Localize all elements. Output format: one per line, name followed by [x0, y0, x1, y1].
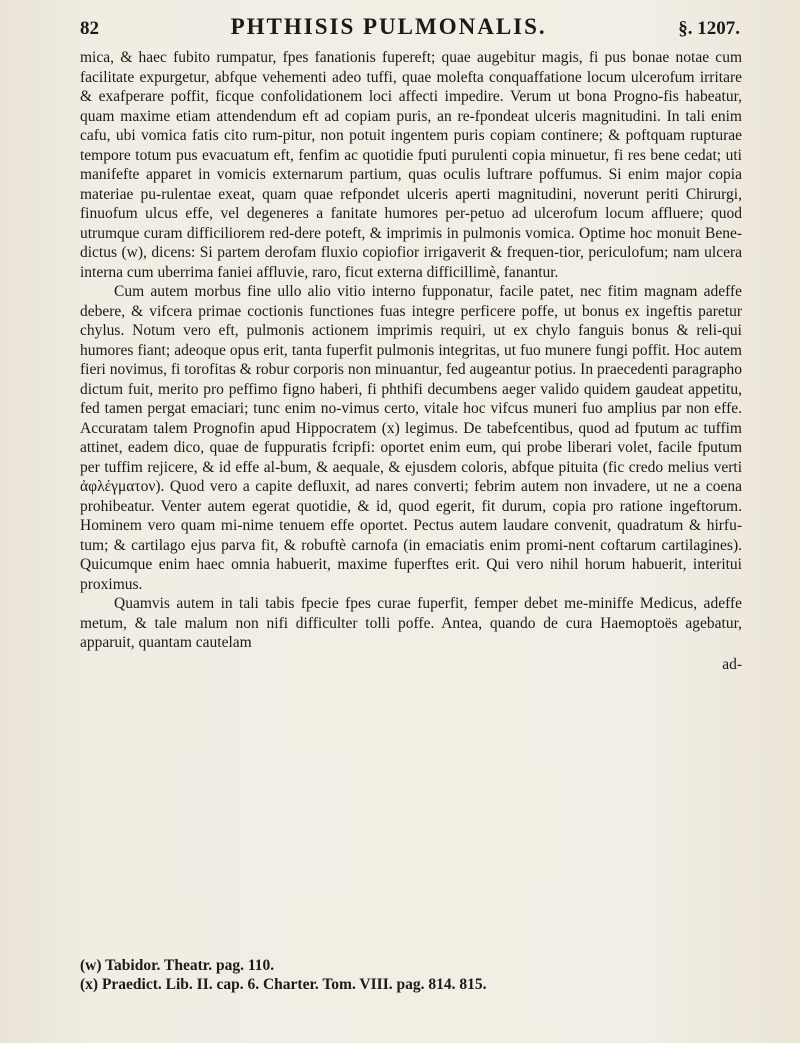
paragraph: Quamvis autem in tali tabis fpecie fpes curae fuperfit, femper debet me-miniffe Medicus, adeffe metum, & tale malum non nifi difficulter tolli poffe. Antea, quando de cura Haemoptoës agebatur, apparuit, quantam cautelam — [80, 595, 742, 651]
paragraph: mica, & haec fubito rumpatur, fpes fanationis fupereft; quae augebitur magis, fi pus bonae notae cum facilitate expurgetur, abfque vehementi adeo tuffi, quae molefta conquaffatione locum ulcerofum irritare & exafperare poffit, ficque confolidationem loci affecti impedire. Verum ut bona Progno-fis habeatur, quam maxime etiam attendendum eft ad copiam puris, an re-fpondeat ulceris magnitudini. In tali enim cafu, ubi vomica fatis cito rum-pitur, non potuit ingentem puris copiam continere; & poftquam rupturae tempore totum pus evacuatum eft, fenfim ac quotidie fputi purulenti copia minuetur, fi res bene cedat; uti manifefte apparet in vomicis externarum partium, quas oculis luftrare poffumus. Si enim major copia materiae pu-rulentae exeat, quam quae refpondet ulceris aperti magnitudini, noverunt periti Chirurgi, finuofum ulcus effe, vel degeneres a fanitate humores per-petuo ad ulcerofum locum affluere; quod utrumque curam difficiliorem red-dere poteft, & imprimis in pulmonis vomica. Optime hoc monuit Bene-dictus (w), dicens: Si partem derofam fluxio copiofior irrigaverit & frequen-tior, periculofum; nam ulcera interna cum uberrima faniei affluvie, raro, ficut externa difficillimè, fanantur. — [80, 49, 742, 281]
footnote: (w) Tabidor. Theatr. pag. 110. — [80, 957, 275, 974]
footnotes — [80, 956, 742, 994]
page-header — [80, 14, 740, 46]
section-number: §. 1207. — [678, 18, 740, 39]
page-body — [80, 48, 742, 674]
page-number: 82 — [80, 18, 99, 39]
catchword: ad- — [722, 655, 742, 673]
running-title: PHTHISIS PULMONALIS. — [230, 14, 547, 39]
footnote: (x) Praedict. Lib. II. cap. 6. Charter. Tom. VIII. pag. 814. 815. — [80, 976, 487, 993]
paragraph: Cum autem morbus fine ullo alio vitio interno fupponatur, facile patet, nec fitim magnam adeffe debere, & vifcera primae coctionis functiones fuas integre perficere poffe, ut bonus ex ingeftis paretur chylus. Notum vero eft, pulmonis actionem imprimis requiri, ut ex chylo fanguis bonus & reli-qui humores fiant; adeoque opus erit, tanta fuperfit pulmonis integritas, ut fuo munere fungi poffit. Hoc autem fieri novimus, fi torofitas & robur corporis non minuantur, fed augeantur potius. In praecedenti paragrapho dictum fuit, merito pro peffimo figno haberi, fi phthifi decumbens aeger valido quidem gaudeat appetitu, fed tamen pergat emaciari; tunc enim no-vimus certo, vitale hoc vifcus muneri fuo amplius par non effe. Accuratam talem Prognofin apud Hippocratem (x) legimus. De tabefcentibus, quod ad fputum ac tuffim attinet, eadem dico, quae de fuppuratis fcripfi: oportet enim eum, qui probe liberari volet, facile fputum per tuffim rejicere, & id effe al-bum, & aequale, & ejusdem coloris, abfque pituita (fic credo melius verti ἀφλέγματον). Quod vero a capite defluxit, ad nares converti; febrim autem non invadere, ut ne a coena prohibeatur. Venter autem egerat quotidie, & id, quod egerit, fit durum, copia pro ratione ingeftorum. Hominem vero quam mi-nime tenuem effe oportet. Pectus autem laudare convenit, quadratum & hirfu-tum; & cartilago ejus parva fit, & robuftè carnofa (in emaciatis enim promi-nent coftarum cartilagines). Quicumque enim haec omnia habuerit, maxime fuperftes erit. Qui vero nihil horum habuerit, interitui proximus. — [80, 283, 742, 593]
